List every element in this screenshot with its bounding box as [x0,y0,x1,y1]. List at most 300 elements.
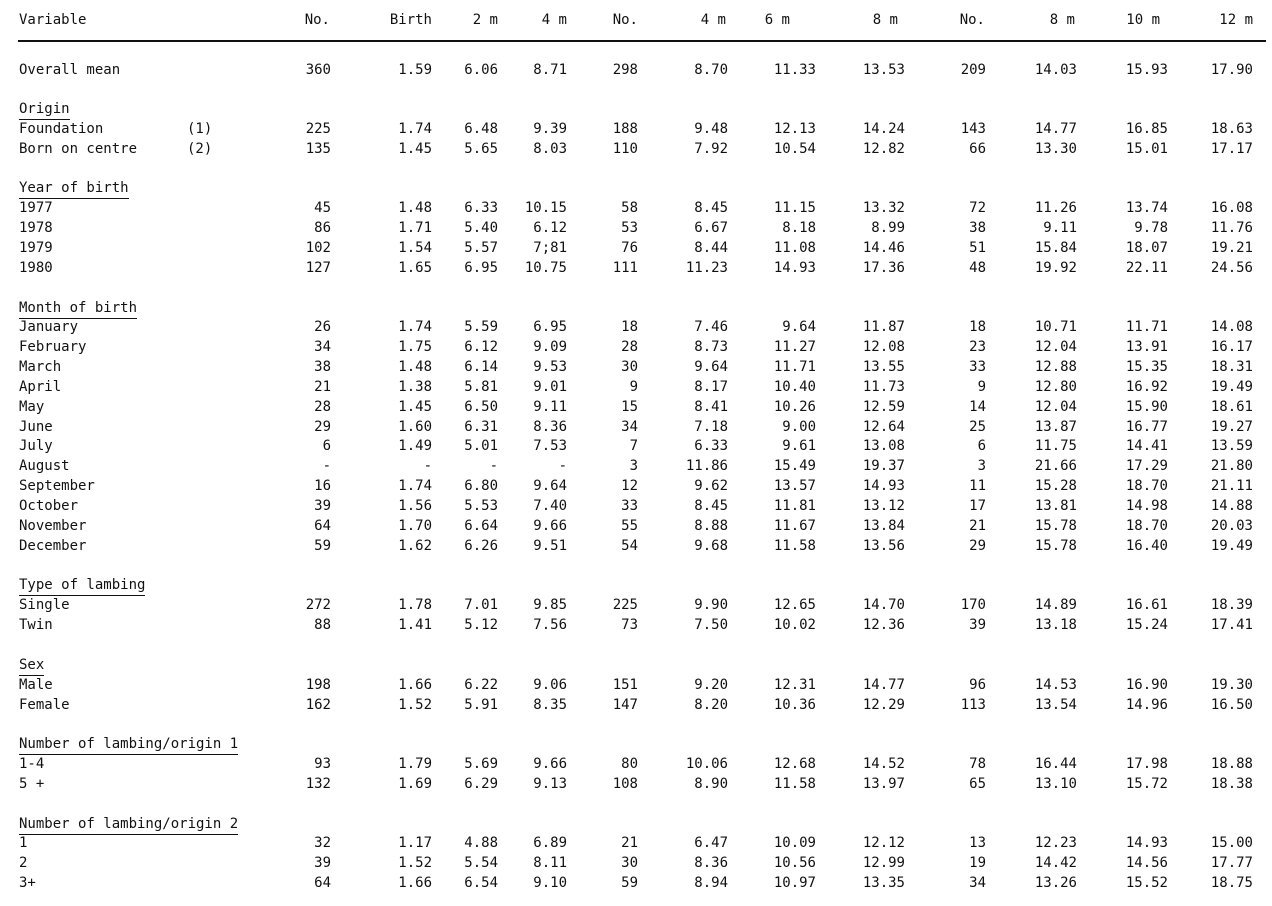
table-cell: 8.88 [694,518,728,534]
table-cell: 10.02 [773,617,816,633]
table-cell: 162 [305,697,331,713]
table-cell: 6.29 [464,776,498,792]
table-cell: 14.88 [1210,498,1253,514]
table-cell: 10.26 [773,399,816,415]
table-row [0,258,1272,278]
table-cell: 8.45 [694,200,728,216]
table-cell: 8.36 [694,855,728,871]
table-cell: 1.66 [398,677,432,693]
table-cell: 8.70 [694,62,728,78]
table-cell: 6 [322,438,331,454]
table-cell: 76 [621,240,638,256]
table-cell: 1.74 [398,319,432,335]
table-cell: 6.50 [464,399,498,415]
table-cell: 14 [969,399,986,415]
table-cell: 16.17 [1210,339,1253,355]
table-cell: 11.71 [1125,319,1168,335]
section-heading [19,298,137,319]
table-row [0,774,1272,794]
table-cell: 11.76 [1210,220,1253,236]
table-cell: 1.74 [398,121,432,137]
table-cell: 360 [305,62,331,78]
table-cell: 18.70 [1125,518,1168,534]
table-cell: 272 [305,597,331,613]
table-cell: 10.15 [524,200,567,216]
table-cell: 10.56 [773,855,816,871]
table-cell: 15.52 [1125,875,1168,891]
section-heading-text: Number of lambing/origin 1 [19,736,238,755]
table-cell: 7;81 [533,240,567,256]
table-cell: 9.68 [694,538,728,554]
table-cell: 11.75 [1034,438,1077,454]
table-cell: 13.87 [1034,419,1077,435]
table-cell: 5.91 [464,697,498,713]
table-cell: 9.66 [533,756,567,772]
table-cell: 1.69 [398,776,432,792]
table-cell: 17.41 [1210,617,1253,633]
table-cell: 34 [314,339,331,355]
table-cell: 9.01 [533,379,567,395]
table-cell: 6.06 [464,62,498,78]
table-cell: - [558,458,567,474]
table-cell: 5.12 [464,617,498,633]
table-cell: 17.77 [1210,855,1253,871]
table-cell: 16.08 [1210,200,1253,216]
table-cell: 72 [969,200,986,216]
table-cell: 21 [621,835,638,851]
table-cell: 198 [305,677,331,693]
table-cell: 9.48 [694,121,728,137]
table-cell: 6.22 [464,677,498,693]
table-cell: 1.48 [398,200,432,216]
table-cell: 13.97 [862,776,905,792]
table-cell: 12.88 [1034,359,1077,375]
table-cell: 11.27 [773,339,816,355]
table-cell: 1.49 [398,438,432,454]
row-label: 1 [19,835,28,851]
table-cell: 1.59 [398,62,432,78]
table-cell: 9.61 [782,438,816,454]
table-cell: 24.56 [1210,260,1253,276]
table-cell: 1.45 [398,399,432,415]
row-label: 1977 [19,200,53,216]
table-cell: 110 [612,141,638,157]
row-label: June [19,419,53,435]
table-cell: 6.33 [694,438,728,454]
row-label: October [19,498,79,514]
table-cell: 8.41 [694,399,728,415]
table-cell: 59 [621,875,638,891]
row-label: March [19,359,62,375]
table-cell: 14.89 [1034,597,1077,613]
section-title [0,178,1272,198]
table-cell: 19 [969,855,986,871]
table-cell: 5.69 [464,756,498,772]
table-cell: 14.77 [1034,121,1077,137]
table-cell: 96 [969,677,986,693]
table-cell: 18.70 [1125,478,1168,494]
table-cell: 1.79 [398,756,432,772]
table-cell: 1.48 [398,359,432,375]
table-cell: 17.36 [862,260,905,276]
table-cell: 18.88 [1210,756,1253,772]
table-cell: 14.52 [862,756,905,772]
table-cell: 5.54 [464,855,498,871]
table-cell: 12.08 [862,339,905,355]
table-cell: 9.64 [782,319,816,335]
table-cell: 9.20 [694,677,728,693]
table-cell: 13.30 [1034,141,1077,157]
table-cell: 111 [612,260,638,276]
row-label: 1-4 [19,756,45,772]
table-cell: 17.98 [1125,756,1168,772]
table-cell: 8.99 [871,220,905,236]
row-label: 1980 [19,260,53,276]
table-cell: 64 [314,518,331,534]
table-cell: 32 [314,835,331,851]
section-heading [19,575,145,596]
column-header: 10 m [1126,12,1160,28]
table-cell: 9 [629,379,638,395]
table-cell: 19.30 [1210,677,1253,693]
table-cell: 18.61 [1210,399,1253,415]
table-cell: 86 [314,220,331,236]
table-cell: 5.40 [464,220,498,236]
table-cell: 13.84 [862,518,905,534]
table-cell: 20.03 [1210,518,1253,534]
row-label: 1978 [19,220,53,236]
table-cell: 16 [314,478,331,494]
table-cell: 209 [960,62,986,78]
table-cell: 11.26 [1034,200,1077,216]
table-cell: 93 [314,756,331,772]
table-cell: 1.60 [398,419,432,435]
table-cell: 33 [969,359,986,375]
table-cell: 16.77 [1125,419,1168,435]
table-cell: 6 [977,438,986,454]
table-cell: 7.56 [533,617,567,633]
table-cell: 18 [621,319,638,335]
table-cell: 14.08 [1210,319,1253,335]
table-row [0,675,1272,695]
table-cell: 8.35 [533,697,567,713]
table-row [0,496,1272,516]
table-cell: 48 [969,260,986,276]
table-row [0,337,1272,357]
table-cell: 8.11 [533,855,567,871]
table-cell: 225 [612,597,638,613]
table-row [0,873,1272,893]
table-row [0,456,1272,476]
table-cell: 13.26 [1034,875,1077,891]
table-cell: 11.81 [773,498,816,514]
table-row [0,357,1272,377]
table-cell: 23 [969,339,986,355]
table-cell: 21.80 [1210,458,1253,474]
row-label: July [19,438,53,454]
section-title [0,575,1272,595]
table-cell: 12.64 [862,419,905,435]
table-cell: 13.81 [1034,498,1077,514]
section-heading-text: Origin [19,101,70,120]
table-cell: 16.85 [1125,121,1168,137]
section-heading-text: Year of birth [19,180,129,199]
table-cell: 135 [305,141,331,157]
table-cell: 1.66 [398,875,432,891]
table-cell: 11 [969,478,986,494]
table-cell: 5.59 [464,319,498,335]
table-row [0,436,1272,456]
table-cell: 18.63 [1210,121,1253,137]
section-heading-text: Sex [19,657,44,676]
table-cell: 30 [621,359,638,375]
table-cell: 6.64 [464,518,498,534]
section-heading [19,99,70,120]
table-cell: 14.93 [773,260,816,276]
row-label: November [19,518,87,534]
table-cell: 298 [612,62,638,78]
table-cell: 8.20 [694,697,728,713]
table-cell: 51 [969,240,986,256]
table-cell: 15.93 [1125,62,1168,78]
table-cell: 10.54 [773,141,816,157]
table-cell: 13 [969,835,986,851]
row-code: (1) [187,121,213,137]
table-cell: 1.52 [398,697,432,713]
table-cell: 8.03 [533,141,567,157]
table-cell: 9.13 [533,776,567,792]
table-cell: 10.09 [773,835,816,851]
table-cell: 5.57 [464,240,498,256]
section-heading [19,734,238,755]
table-cell: 5.53 [464,498,498,514]
table-row [0,317,1272,337]
table-cell: 13.10 [1034,776,1077,792]
column-header: No. [612,12,638,28]
table-cell: 6.95 [533,319,567,335]
table-cell: 12.12 [862,835,905,851]
section-heading [19,814,238,835]
table-cell: 13.74 [1125,200,1168,216]
table-cell: 6.80 [464,478,498,494]
table-row [0,397,1272,417]
table-cell: 12.04 [1034,399,1077,415]
table-row [0,476,1272,496]
table-cell: 28 [314,399,331,415]
table-cell: 19.49 [1210,538,1253,554]
table-cell: 73 [621,617,638,633]
table-row [0,417,1272,437]
table-row [0,218,1272,238]
column-header: 6 m [764,12,790,28]
section-title [0,655,1272,675]
table-cell: 15.90 [1125,399,1168,415]
column-header: 4 m [700,12,726,28]
table-cell: 13.54 [1034,697,1077,713]
table-cell: 18 [969,319,986,335]
table-cell: 1.54 [398,240,432,256]
table-cell: 21.66 [1034,458,1077,474]
section-heading [19,178,129,199]
table-cell: 30 [621,855,638,871]
row-label: Single [19,597,70,613]
table-cell: 7.01 [464,597,498,613]
table-cell: 9.85 [533,597,567,613]
table-cell: - [322,458,331,474]
row-label: 3+ [19,875,36,891]
table-cell: 7 [629,438,638,454]
table-cell: 11.71 [773,359,816,375]
table-cell: 19.92 [1034,260,1077,276]
table-cell: 9.00 [782,419,816,435]
table-cell: 29 [969,538,986,554]
table-cell: 12.04 [1034,339,1077,355]
table-cell: 16.90 [1125,677,1168,693]
table-cell: 132 [305,776,331,792]
table-cell: 7.92 [694,141,728,157]
table-cell: 102 [305,240,331,256]
table-cell: 10.36 [773,697,816,713]
table-cell: 147 [612,697,638,713]
table-cell: 14.53 [1034,677,1077,693]
table-cell: 29 [314,419,331,435]
table-cell: 16.61 [1125,597,1168,613]
table-cell: 15.49 [773,458,816,474]
row-label: Female [19,697,70,713]
table-cell: 17 [969,498,986,514]
table-cell: 21 [969,518,986,534]
table-cell: 38 [969,220,986,236]
table-cell: 9.11 [1043,220,1077,236]
table-cell: 6.47 [694,835,728,851]
column-header: No. [959,12,985,28]
table-cell: 9.64 [694,359,728,375]
table-row [0,695,1272,715]
table-cell: 1.75 [398,339,432,355]
table-cell: 16.40 [1125,538,1168,554]
table-cell: 8.94 [694,875,728,891]
table-cell: 39 [314,498,331,514]
row-label: Born on centre [19,141,138,157]
table-cell: 5.01 [464,438,498,454]
table-cell: 12.65 [773,597,816,613]
row-label: May [19,399,45,415]
table-cell: 8.45 [694,498,728,514]
table-cell: 11.15 [773,200,816,216]
table-cell: 19.21 [1210,240,1253,256]
row-label: December [19,538,87,554]
section-title [0,298,1272,318]
table-cell: 9.78 [1134,220,1168,236]
table-cell: 1.41 [398,617,432,633]
table-cell: 17.17 [1210,141,1253,157]
table-cell: 8.73 [694,339,728,355]
table-row [0,198,1272,218]
table-cell: 15.24 [1125,617,1168,633]
table-cell: 1.71 [398,220,432,236]
table-cell: 16.50 [1210,697,1253,713]
table-cell: 38 [314,359,331,375]
table-cell: 6.31 [464,419,498,435]
table-cell: 1.65 [398,260,432,276]
table-cell: 9.06 [533,677,567,693]
table-cell: 14.42 [1034,855,1077,871]
table-cell: 12.36 [862,617,905,633]
table-cell: 19.49 [1210,379,1253,395]
table-cell: 12.80 [1034,379,1077,395]
table-cell: 15.01 [1125,141,1168,157]
table-cell: 80 [621,756,638,772]
table-cell: 6.54 [464,875,498,891]
column-header: No. [304,12,330,28]
table-cell: 12.31 [773,677,816,693]
table-cell: 11.58 [773,538,816,554]
table-cell: 26 [314,319,331,335]
table-cell: 13.56 [862,538,905,554]
column-header: 8 m [1049,12,1075,28]
table-cell: 18.07 [1125,240,1168,256]
table-cell: 14.24 [862,121,905,137]
table-cell: - [489,458,498,474]
table-cell: 7.18 [694,419,728,435]
table-cell: 39 [969,617,986,633]
table-cell: 9.10 [533,875,567,891]
table-cell: 12.23 [1034,835,1077,851]
table-cell: 18.39 [1210,597,1253,613]
table-cell: 14.70 [862,597,905,613]
table-cell: 12.59 [862,399,905,415]
table-cell: 11.67 [773,518,816,534]
table-cell: 16.44 [1034,756,1077,772]
table-cell: 13.59 [1210,438,1253,454]
header-row [0,10,1272,30]
table-cell: 1.70 [398,518,432,534]
table-cell: 18.38 [1210,776,1253,792]
table-cell: 11.33 [773,62,816,78]
table-row [0,139,1272,159]
row-label: February [19,339,87,355]
table-cell: 6.67 [694,220,728,236]
table-row [0,238,1272,258]
table-cell: 10.97 [773,875,816,891]
table-cell: 18.31 [1210,359,1253,375]
table-cell: 13.32 [862,200,905,216]
table-cell: 78 [969,756,986,772]
table-cell: 5.81 [464,379,498,395]
table-cell: 6.95 [464,260,498,276]
table-cell: 28 [621,339,638,355]
column-header: 4 m [541,12,567,28]
table-cell: 9.09 [533,339,567,355]
table-row [0,595,1272,615]
table-cell: 6.48 [464,121,498,137]
row-label: September [19,478,95,494]
table-cell: 13.53 [862,62,905,78]
row-label: Twin [19,617,53,633]
table-cell: 66 [969,141,986,157]
table-cell: 12.68 [773,756,816,772]
table-cell: 15.78 [1034,538,1077,554]
table-cell: 14.96 [1125,697,1168,713]
table-cell: 14.41 [1125,438,1168,454]
table-cell: 1.38 [398,379,432,395]
table-cell: 9 [977,379,986,395]
row-label: August [19,458,70,474]
table-cell: 9.11 [533,399,567,415]
row-label: Overall mean [19,62,121,78]
table-cell: 14.46 [862,240,905,256]
overall-mean-row [0,60,1272,80]
